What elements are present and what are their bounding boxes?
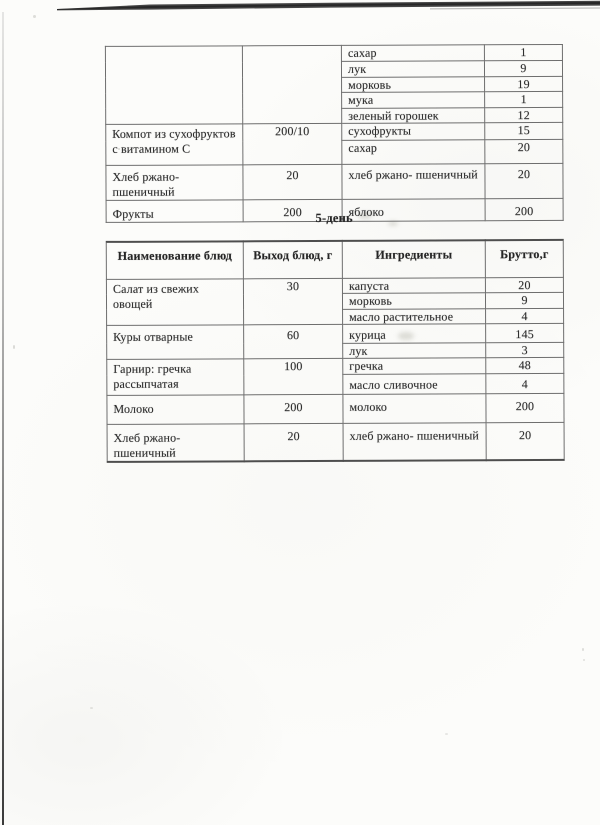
day-title: 5-день [315,210,353,226]
dish-cell: Гарнир: гречка рассыпчатая [107,359,244,396]
table-row [107,393,564,424]
col-header-dish: Наименование блюд [106,241,243,279]
dish-cell: Компот из сухофруктов с витамином С [106,124,243,166]
ingredient-cell: сухофрукты [342,123,485,141]
output-cell: 20 [244,423,343,461]
qty-cell: 19 [485,76,563,92]
dish-cell: Хлеб ржано- пшеничный [107,424,244,462]
qty-cell: 48 [486,357,564,373]
qty-cell: 12 [485,107,563,123]
output-cell: 30 [243,278,342,325]
table-row [107,422,564,461]
output-cell: 100 [244,358,343,394]
table-row [106,163,563,200]
table-row [107,357,564,375]
qty-cell: 4 [486,308,564,324]
output-cell [242,45,341,123]
dish-cell: Фрукты [106,200,243,223]
qty-cell: 20 [486,422,564,460]
dish-cell: Куры отварные [107,325,244,360]
qty-cell: 1 [484,44,562,60]
dish-cell [105,46,242,125]
ingredient-cell: морковь [342,76,485,92]
continuation-table [105,44,564,223]
ingredient-cell: молоко [343,394,486,424]
output-cell: 20 [243,164,342,199]
ingredient-cell: морковь [342,293,485,309]
col-header-brutto: Брутто,г [485,240,563,277]
ingredient-cell: лук [341,61,484,77]
output-cell: 200 [243,199,342,221]
qty-cell: 145 [486,323,564,342]
ingredient-cell: мука [342,92,485,108]
qty-cell: 20 [485,277,563,293]
output-cell: 200/10 [243,123,342,164]
qty-cell: 20 [485,139,563,163]
output-cell: 60 [244,324,343,358]
dish-cell: Хлеб ржано- пшеничный [106,165,243,201]
qty-cell: 3 [486,342,564,358]
dish-cell: Молоко [107,395,244,425]
table-row [106,122,563,141]
ingredient-cell: гречка [343,358,486,375]
table-row [105,44,562,62]
ingredient-cell: яблоко [342,199,485,222]
ingredient-cell: сахар [342,140,485,165]
ingredient-cell: масло сливочное [343,374,486,395]
ingredient-cell: хлеб ржано- пшеничный [342,164,485,200]
table-row [107,323,564,343]
ingredient-cell: зеленый горошек [342,107,485,123]
header-row [106,240,563,279]
qty-cell: 9 [484,60,562,76]
ingredient-cell: масло растительное [343,308,486,324]
day5-table [106,239,565,463]
ingredient-cell: хлеб ржано- пшеничный [343,423,486,461]
qty-cell: 1 [485,91,563,107]
ingredient-cell: курица [343,324,486,343]
qty-cell: 4 [486,373,564,393]
col-header-output: Выход блюд, г [243,241,342,278]
col-header-ingredients: Ингредиенты [342,240,485,278]
ingredient-cell: сахар [341,45,484,62]
ingredient-cell: лук [343,342,486,358]
qty-cell: 9 [485,292,563,308]
output-cell: 200 [244,394,343,423]
qty-cell: 15 [485,122,563,139]
qty-cell: 200 [486,393,564,422]
qty-cell: 20 [485,163,563,198]
dish-cell: Салат из свежих овощей [106,278,243,325]
ingredient-cell: капуста [342,277,485,293]
qty-cell: 200 [485,198,563,220]
